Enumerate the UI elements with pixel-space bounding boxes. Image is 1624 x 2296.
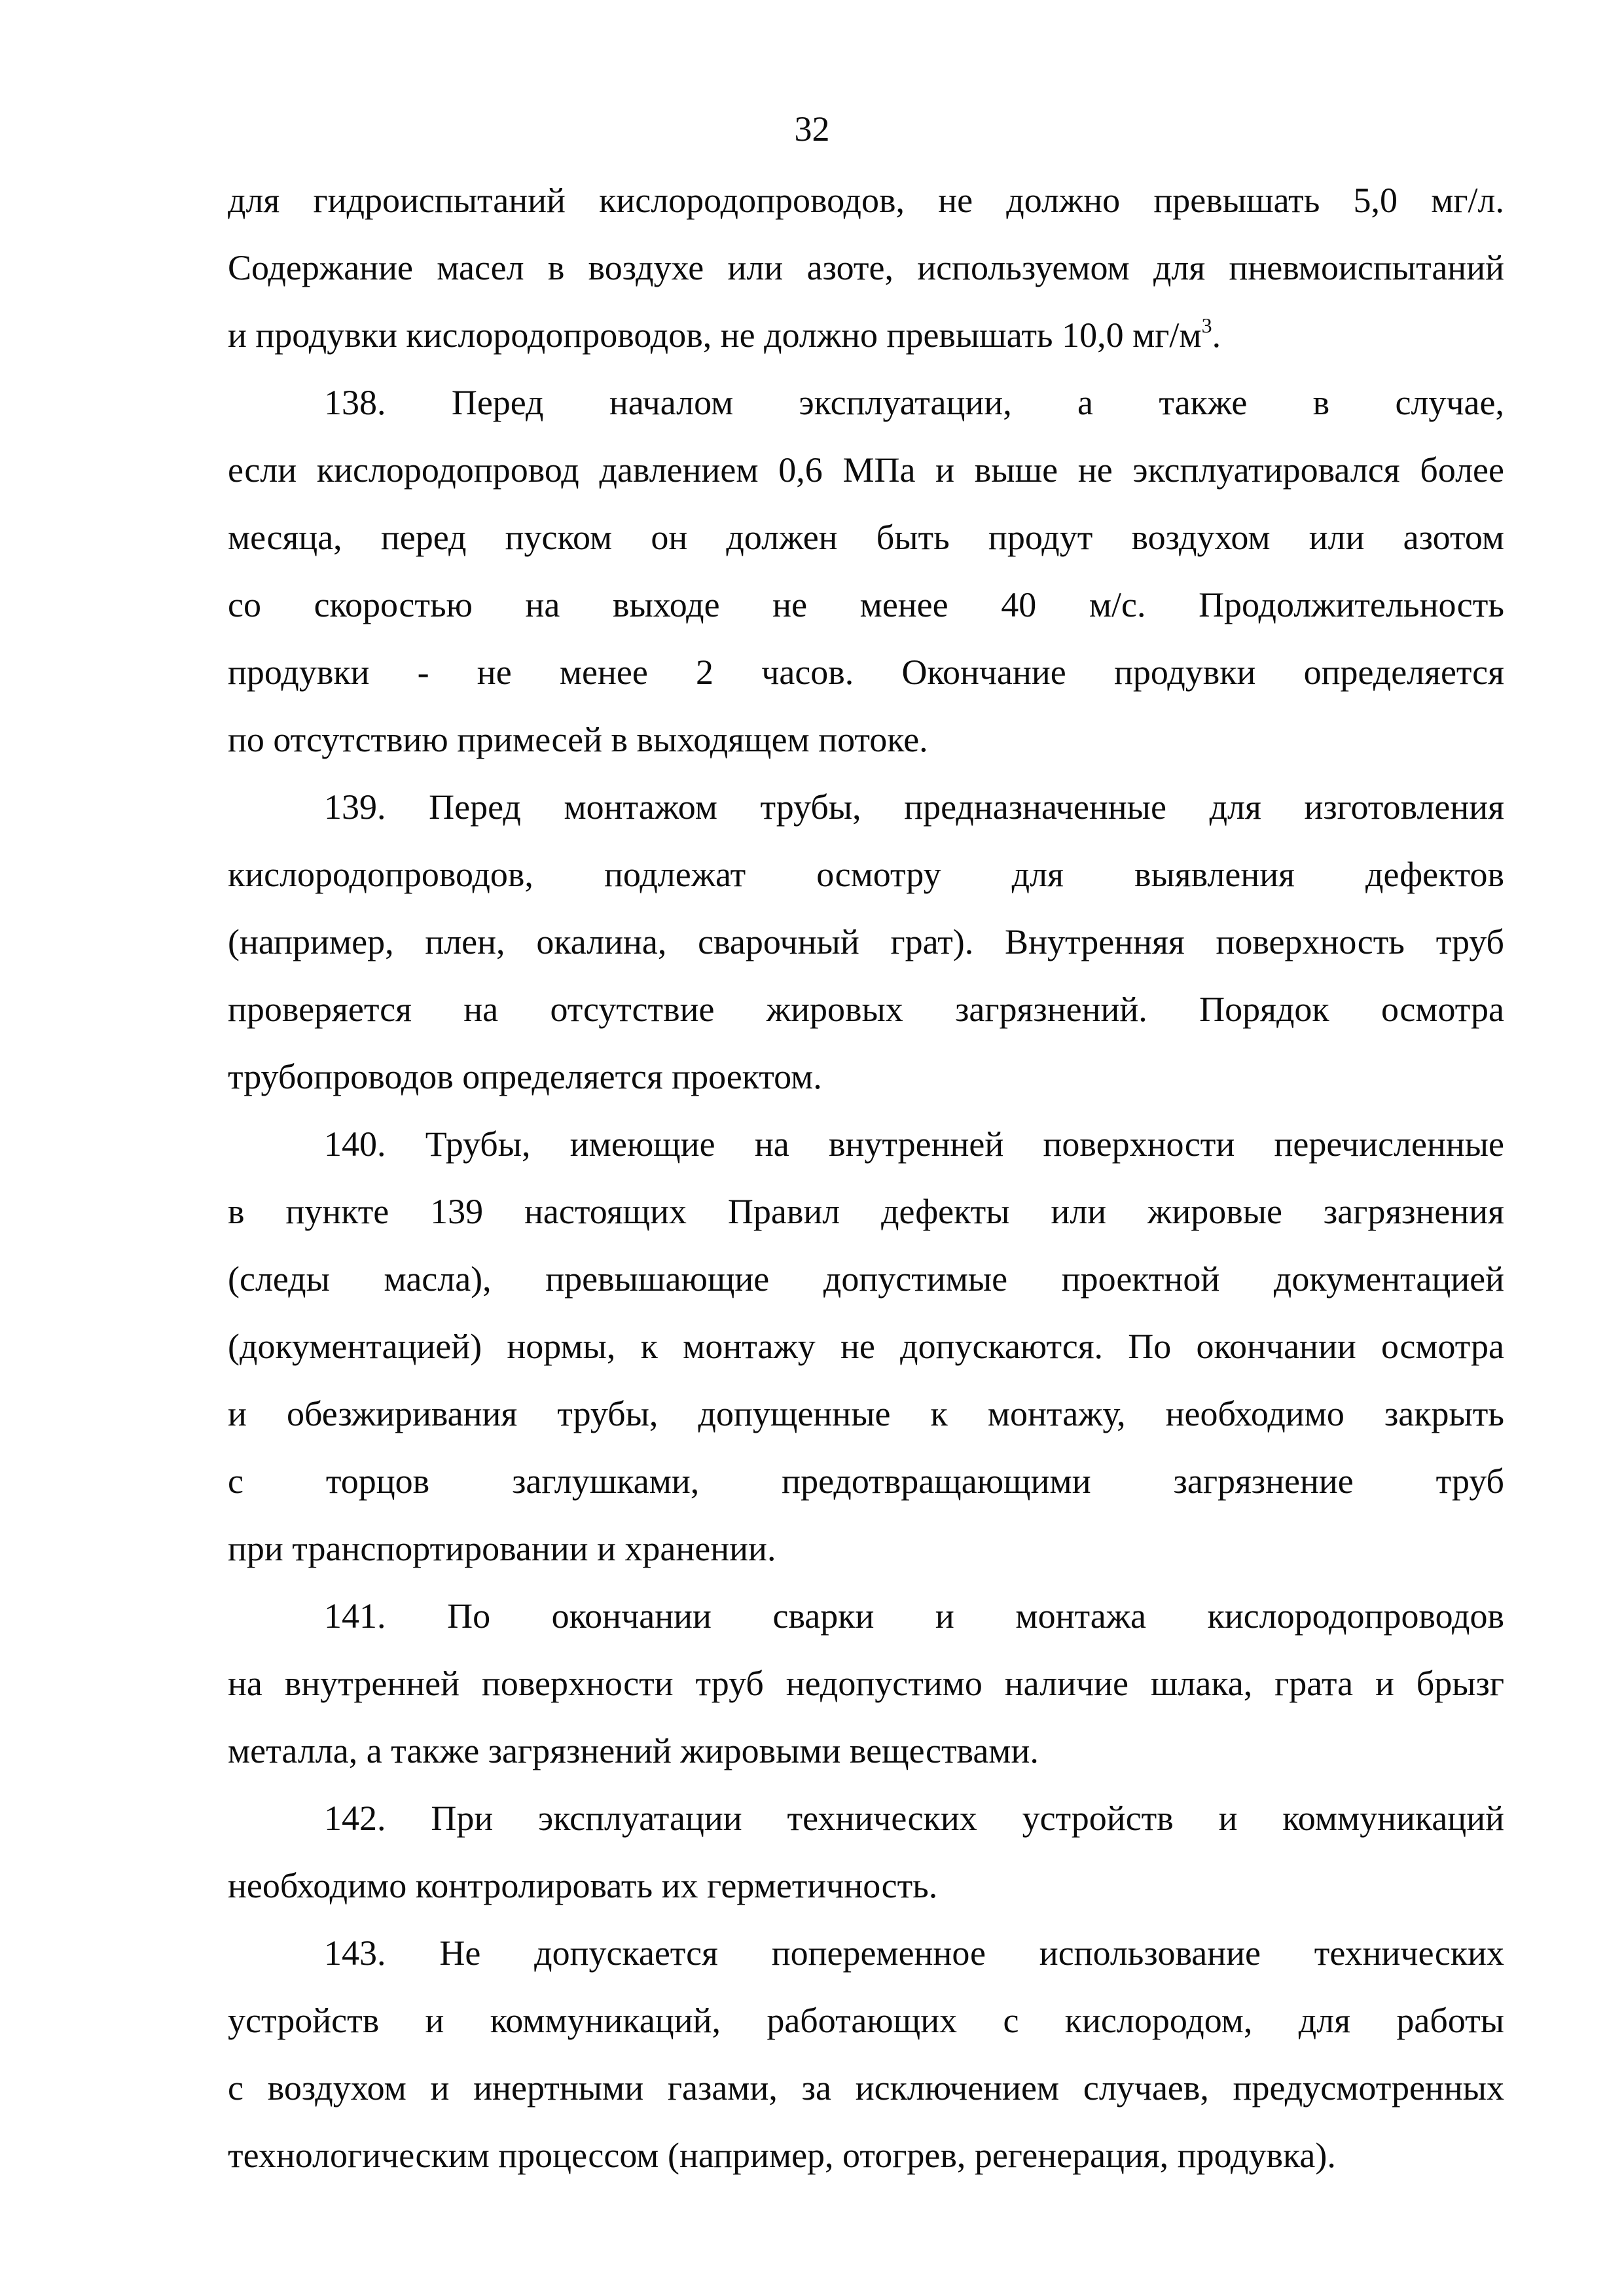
text-line: в пункте 139 настоящих Правил дефекты или жировые загрязнения <box>228 1192 1504 1231</box>
text-line: металла, а также загрязнений жировыми веществами. <box>228 1731 1039 1770</box>
paragraph-number: 143. <box>324 1933 386 1973</box>
text-line <box>228 1583 1504 1650</box>
text-line: Содержание масел в воздухе или азоте, используемом для пневмоиспытаний <box>228 248 1504 287</box>
text-line: для гидроиспытаний кислородопроводов, не должно превышать 5,0 мг/л. <box>228 181 1504 220</box>
text-line: с воздухом и инертными газами, за исключением случаев, предусмотренных <box>228 2068 1504 2108</box>
text-line-content: Трубы, имеющие на внутренней поверхности перечисленные <box>425 1124 1505 1164</box>
page-body <box>228 167 1504 2189</box>
text-line: технологическим процессом (например, отогрев, регенерация, продувка). <box>228 2136 1336 2175</box>
text-line: продувки - не менее 2 часов. Окончание продувки определяется <box>228 653 1504 692</box>
superscript-exponent: 3 <box>1201 314 1212 337</box>
text-line-content: При эксплуатации технических устройств и коммуникаций <box>431 1799 1504 1838</box>
text-line: по отсутствию примесей в выходящем потоке. <box>228 720 928 759</box>
paragraph-140 <box>228 1111 1504 1583</box>
text-line-content: Перед монтажом трубы, предназначенные для изготовления <box>429 787 1504 827</box>
text-line-content: Не допускается попеременное использование технических <box>439 1933 1505 1973</box>
paragraph-138 <box>228 369 1504 774</box>
text-line-end: . <box>1212 315 1221 355</box>
text-line <box>228 774 1504 841</box>
text-line <box>228 1920 1504 1987</box>
text-line <box>228 369 1504 437</box>
paragraph-number: 139. <box>324 787 386 827</box>
text-line-content: По окончании сварки и монтажа кислородопроводов <box>447 1596 1504 1636</box>
paragraph-number: 142. <box>324 1799 386 1838</box>
text-line <box>228 1111 1504 1178</box>
text-line: устройств и коммуникаций, работающих с кислородом, для работы <box>228 2001 1504 2040</box>
paragraph-number: 140. <box>324 1124 386 1164</box>
text-line: месяца, перед пуском он должен быть продут воздухом или азотом <box>228 518 1504 557</box>
paragraph-143 <box>228 1920 1504 2189</box>
text-line: необходимо контролировать их герметичность. <box>228 1866 938 1905</box>
text-line: (например, плен, окалина, сварочный грат). Внутренняя поверхность труб <box>228 922 1504 961</box>
text-line: со скоростью на выходе не менее 40 м/с. Продолжительность <box>228 585 1504 624</box>
text-line: на внутренней поверхности труб недопустимо наличие шлака, грата и брызг <box>228 1664 1504 1703</box>
text-line: (документацией) нормы, к монтажу не допускаются. По окончании осмотра <box>228 1327 1504 1366</box>
text-line: с торцов заглушками, предотвращающими загрязнение труб <box>228 1462 1504 1501</box>
text-line: и обезжиривания трубы, допущенные к монтажу, необходимо закрыть <box>228 1394 1504 1433</box>
paragraph-139 <box>228 774 1504 1111</box>
text-line: при транспортировании и хранении. <box>228 1529 776 1568</box>
text-line: если кислородопровод давлением 0,6 МПа и выше не эксплуатировался более <box>228 450 1504 490</box>
text-line-content: и продувки кислородопроводов, не должно превышать 10,0 мг/м <box>228 315 1202 355</box>
paragraph-number: 141. <box>324 1596 386 1636</box>
text-line: кислородопроводов, подлежат осмотру для выявления дефектов <box>228 855 1504 894</box>
text-line: проверяется на отсутствие жировых загрязнений. Порядок осмотра <box>228 990 1504 1029</box>
text-line-content: Перед началом эксплуатации, а также в случае, <box>451 383 1504 422</box>
page-number: 32 <box>794 109 830 149</box>
text-line <box>228 1785 1504 1852</box>
paragraph-142 <box>228 1785 1504 1920</box>
text-line: (следы масла), превышающие допустимые проектной документацией <box>228 1259 1504 1299</box>
text-line <box>228 302 1504 369</box>
paragraph-number: 138. <box>324 383 386 422</box>
intro-paragraph <box>228 167 1504 369</box>
paragraph-141 <box>228 1583 1504 1785</box>
text-line: трубопроводов определяется проектом. <box>228 1057 822 1096</box>
